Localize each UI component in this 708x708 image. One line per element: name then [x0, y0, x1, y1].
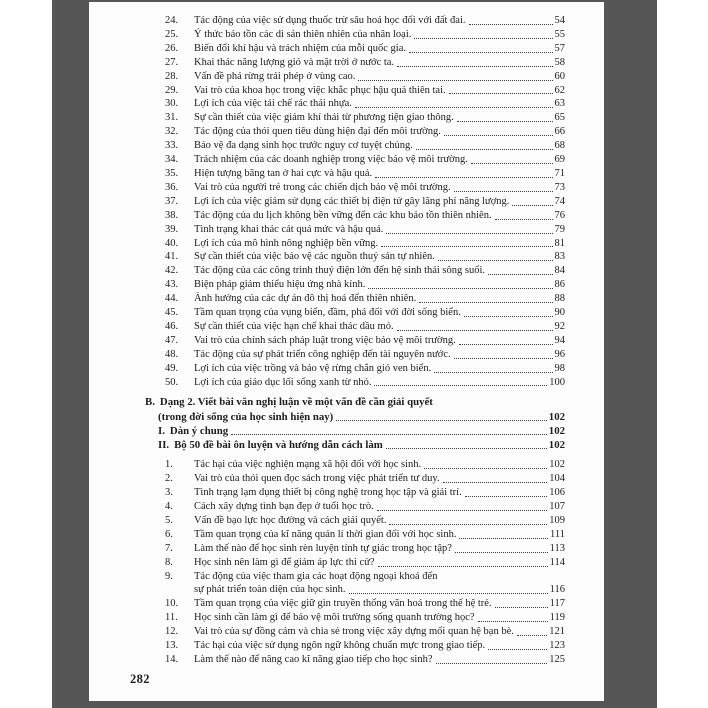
toc-entry [89, 153, 604, 167]
toc-entry-title: Vai trò của người trẻ trong các chiến dịch bảo vệ môi trường. [194, 181, 451, 193]
dot-leader [434, 372, 552, 373]
toc-entry-page: 111 [550, 528, 565, 540]
toc-entry-page: 69 [554, 154, 565, 166]
dot-leader [495, 607, 548, 608]
toc-entry-number: 31. [165, 112, 179, 124]
toc-entry-page: 71 [554, 167, 565, 179]
dot-leader [436, 663, 548, 664]
dot-leader [336, 420, 547, 421]
toc-entry-title: Vai trò của khoa học trong việc khắc phục hậu quả thiên tai. [194, 84, 446, 96]
toc-entry-title: Ý thức bảo tồn các di sản thiên nhiên của nhân loại. [194, 28, 412, 40]
dot-leader [397, 330, 553, 331]
toc-entry-page: 92 [554, 320, 565, 332]
dot-leader [454, 191, 553, 192]
section-b-heading-line2 [89, 410, 604, 424]
section-b-heading [89, 395, 604, 409]
toc-entry [89, 458, 604, 472]
toc-entry-title: Vấn đề phá rừng trái phép ở vùng cao. [194, 70, 356, 82]
toc-entry-number: 48. [165, 348, 179, 360]
dot-leader [386, 448, 547, 449]
toc-entry-title: Học sinh cần làm gì để bảo vệ môi trường sống quanh trường học? [194, 612, 475, 624]
toc-entry-page: 57 [554, 42, 565, 54]
toc-entry [89, 306, 604, 320]
dot-leader [464, 316, 553, 317]
toc-entry-number: 34. [165, 154, 179, 166]
toc-entry-page: 62 [554, 84, 565, 96]
toc-list-part2 [89, 458, 604, 667]
toc-entry-page: 96 [554, 348, 565, 360]
toc-entry-number: 25. [165, 28, 179, 40]
toc-entry [89, 111, 604, 125]
toc-entry-title: Tác động của việc sử dụng thuốc trừ sâu hoá học đối với đất đai. [194, 15, 466, 26]
toc-entry-page: 90 [554, 307, 565, 319]
dot-leader [419, 302, 552, 303]
toc-entry-page: 66 [554, 126, 565, 138]
toc-entry-number: 8. [165, 556, 173, 568]
toc-entry [89, 292, 604, 306]
toc-entry-number: 43. [165, 279, 179, 291]
toc-entry [89, 376, 604, 390]
toc-entry-page: 73 [554, 181, 565, 193]
section-i-page: 102 [548, 424, 565, 437]
toc-entry [89, 542, 604, 556]
toc-entry-page: 107 [549, 501, 565, 512]
toc-entry-title: Tác hại của việc sử dụng ngôn ngữ không chuẩn mực trong giao tiếp. [194, 640, 486, 652]
toc-entry-number: 37. [165, 195, 179, 207]
toc-entry-page: 83 [554, 251, 565, 263]
dot-leader [397, 66, 552, 67]
toc-entry [89, 639, 604, 653]
section-i-label: I. [158, 424, 165, 437]
dot-leader [381, 246, 552, 247]
toc-entry-page: 63 [554, 98, 565, 110]
toc-entry-page: 68 [554, 140, 565, 152]
toc-entry [89, 500, 604, 514]
dot-leader [416, 149, 553, 150]
dot-leader [457, 121, 553, 122]
toc-entry-title: Tầm quan trọng của việc giữ gìn truyền thống văn hoá trong thế hệ trẻ. [194, 598, 492, 610]
toc-entry-page: 114 [549, 556, 565, 568]
section-b-title: Dạng 2. Viết bài văn nghị luận về một vấn đề cần giải quyết [159, 396, 433, 409]
toc-entry-number: 30. [165, 98, 179, 110]
toc-entry-title: Tác động của sự phát triển công nghiệp đến tài nguyên nước. [194, 348, 451, 360]
section-ii-heading [89, 438, 604, 452]
toc-entry-number: 28. [165, 70, 179, 82]
dot-leader [349, 593, 548, 594]
toc-entry-title: Lợi ích của việc giảm sử dụng các thiết bị điện tử gây lãng phí năng lượng. [194, 195, 510, 207]
table-of-contents [89, 2, 604, 667]
dot-leader [231, 434, 547, 435]
toc-entry-number: 9. [165, 570, 173, 582]
toc-entry-title: Lợi ích của giáo dục lối sống xanh từ nhỏ. [194, 376, 372, 388]
toc-entry-page: 98 [554, 362, 565, 374]
toc-entry-number: 12. [165, 626, 179, 638]
toc-list-part1 [89, 14, 604, 389]
toc-entry [89, 528, 604, 542]
dot-leader [374, 385, 547, 386]
dot-leader [495, 219, 553, 220]
toc-entry-number: 46. [165, 320, 179, 332]
dot-leader [478, 621, 548, 622]
toc-entry [89, 334, 604, 348]
dot-leader [377, 510, 547, 511]
toc-entry-title: Vai trò của thói quen đọc sách trong việc phát triển tư duy. [194, 473, 440, 485]
toc-entry-page: 58 [554, 56, 565, 68]
section-ii-label: II. [158, 439, 170, 452]
dot-leader [438, 260, 553, 261]
dot-leader [409, 52, 553, 53]
toc-entry-number: 33. [165, 140, 179, 152]
dot-leader [465, 496, 548, 497]
toc-entry-number: 14. [165, 653, 179, 665]
toc-entry-number: 11. [165, 612, 178, 624]
toc-entry-title: Lợi ích của mô hình nông nghiệp bền vững. [194, 237, 379, 249]
toc-entry-title: Khai thác năng lượng gió và mặt trời ở nước ta. [194, 56, 395, 68]
toc-entry-title: Làm thế nào để nâng cao kĩ năng giao tiếp cho học sinh? [194, 653, 433, 665]
toc-entry-number: 50. [165, 376, 179, 388]
toc-entry-page: 104 [549, 473, 565, 485]
section-b [89, 395, 604, 452]
dot-leader [454, 358, 553, 359]
toc-entry-title: Làm thế nào để học sinh rèn luyện tính tự giác trong học tập? [194, 542, 452, 554]
toc-entry [89, 14, 604, 28]
toc-entry-page: 102 [549, 459, 565, 471]
toc-entry-number: 2. [165, 473, 173, 485]
toc-entry [89, 556, 604, 570]
toc-entry-number: 13. [165, 640, 179, 652]
toc-entry-number: 44. [165, 293, 179, 305]
toc-entry-title: Sự cần thiết của việc bảo vệ các nguồn thuỷ sản tự nhiên. [194, 251, 435, 263]
section-i-title: Dàn ý chung [169, 424, 229, 437]
toc-entry-title: Trách nhiệm của các doanh nghiệp trong việc bảo vệ môi trường. [194, 154, 468, 166]
toc-entry [89, 42, 604, 56]
toc-entry [89, 320, 604, 334]
toc-entry-number: 49. [165, 362, 179, 374]
toc-entry-title: Tác động của việc tham gia các hoạt động ngoại khoá đến [194, 570, 438, 582]
toc-entry [89, 209, 604, 223]
toc-entry-page: 113 [549, 542, 565, 554]
toc-entry [89, 348, 604, 362]
dot-leader [368, 288, 552, 289]
toc-entry-title: Vai trò của chính sách pháp luật trong việc bảo vệ môi trường. [194, 334, 456, 346]
toc-entry [89, 514, 604, 528]
dot-leader [459, 538, 548, 539]
toc-entry-number: 7. [165, 542, 173, 554]
toc-entry [89, 472, 604, 486]
toc-entry [89, 28, 604, 42]
toc-entry-page: 125 [549, 653, 565, 665]
toc-entry-page: 119 [549, 612, 565, 624]
toc-entry-page: 79 [554, 223, 565, 235]
toc-entry [89, 237, 604, 251]
toc-entry [89, 362, 604, 376]
toc-entry [89, 70, 604, 84]
dot-leader [449, 93, 553, 94]
toc-entry-page: 94 [554, 334, 565, 346]
toc-entry-title: Vấn đề bạo lực học đường và cách giải quyết. [194, 514, 387, 526]
dot-leader [488, 274, 552, 275]
toc-entry-number: 45. [165, 307, 179, 319]
toc-entry-number: 4. [165, 501, 173, 512]
toc-entry [89, 611, 604, 625]
toc-entry [89, 125, 604, 139]
toc-entry [89, 486, 604, 500]
toc-entry [89, 570, 604, 584]
dot-leader [455, 552, 548, 553]
toc-entry-number: 36. [165, 181, 179, 193]
dot-leader [459, 344, 553, 345]
toc-entry-number: 1. [165, 459, 173, 471]
toc-entry-title: Sự cần thiết của việc giảm khí thải từ phương tiện giao thông. [194, 112, 454, 124]
toc-entry [89, 223, 604, 237]
toc-entry-title: Tác động của du lịch không bền vững đến các khu bảo tồn thiên nhiên. [194, 209, 492, 221]
toc-entry-title: Tác động của các công trình thuỷ điện lớn đến hệ sinh thái sông suối. [194, 265, 486, 277]
toc-entry-title: Bảo vệ đa dạng sinh học trước nguy cơ tuyệt chủng. [194, 140, 413, 152]
toc-entry-page: 76 [554, 209, 565, 221]
toc-entry [89, 597, 604, 611]
toc-entry-title: Tầm quan trọng của vụng biển, đầm, phá đối với đời sống biển. [194, 307, 461, 319]
dot-leader [424, 468, 547, 469]
page-number: 282 [130, 672, 150, 686]
toc-entry-title: Hiện tượng băng tan ở hai cực và hậu quả. [194, 167, 373, 179]
toc-entry-number: 35. [165, 167, 179, 179]
toc-entry-number: 10. [165, 598, 179, 610]
toc-entry-title: Tình trạng khai thác cát quá mức và hậu quả. [194, 223, 384, 235]
toc-entry-page: 86 [554, 279, 565, 291]
toc-entry-page: 123 [549, 640, 565, 652]
dot-leader [355, 107, 553, 108]
toc-entry-page: 60 [554, 70, 565, 82]
toc-entry-page: 106 [549, 487, 565, 499]
dot-leader [386, 233, 552, 234]
section-ii-page: 102 [548, 439, 565, 452]
toc-entry-page: 117 [549, 598, 565, 610]
toc-entry-number: 26. [165, 42, 179, 54]
toc-entry-title: Biến đổi khí hậu và trách nhiệm của mỗi quốc gia. [194, 42, 406, 54]
toc-entry [89, 181, 604, 195]
toc-entry-title: Tác động của thói quen tiêu dùng hiện đại đến môi trường. [194, 126, 441, 138]
dot-leader [512, 205, 552, 206]
toc-entry [89, 97, 604, 111]
photo-dark-backdrop [52, 0, 657, 708]
toc-entry-number: 27. [165, 56, 179, 68]
toc-entry-number: 40. [165, 237, 179, 249]
toc-entry [89, 139, 604, 153]
toc-entry-title: Vai trò của sự đồng cảm và chia sẻ trong việc xây dựng mối quan hệ bạn bè. [194, 626, 514, 638]
toc-entry-number: 32. [165, 126, 179, 138]
toc-entry-number: 3. [165, 487, 173, 499]
toc-entry-page: 88 [554, 293, 565, 305]
dot-leader [469, 24, 553, 25]
toc-entry-title: Tầm quan trọng của kĩ năng quản lí thời gian đối với học sinh. [194, 528, 457, 540]
dot-leader [443, 482, 548, 483]
toc-entry [89, 625, 604, 639]
toc-entry-number: 29. [165, 84, 179, 96]
dot-leader [414, 38, 552, 39]
toc-entry-page: 116 [549, 584, 565, 596]
toc-entry-page: 84 [554, 265, 565, 277]
toc-entry [89, 167, 604, 181]
toc-entry [89, 250, 604, 264]
toc-entry [89, 84, 604, 98]
dot-leader [378, 566, 548, 567]
section-ii-title: Bộ 50 đề bài ôn luyện và hướng dẫn cách làm [174, 439, 383, 452]
toc-entry [89, 195, 604, 209]
toc-entry-title: sự phát triển toàn diện của học sinh. [194, 584, 346, 596]
section-i-heading [89, 424, 604, 438]
toc-entry [89, 653, 604, 667]
toc-entry [89, 264, 604, 278]
dot-leader [375, 177, 552, 178]
dot-leader [389, 524, 547, 525]
toc-entry-continuation [89, 583, 604, 597]
toc-entry-page: 121 [549, 626, 565, 638]
toc-entry-number: 38. [165, 209, 179, 221]
toc-entry-page: 81 [554, 237, 565, 249]
toc-entry-number: 47. [165, 334, 179, 346]
toc-entry-number: 42. [165, 265, 179, 277]
toc-entry-title: Lợi ích của việc tái chế rác thải nhựa. [194, 98, 352, 110]
toc-entry-title: Tình trạng lạm dụng thiết bị công nghệ trong học tập và giải trí. [194, 487, 462, 499]
toc-entry [89, 278, 604, 292]
toc-entry-page: 54 [554, 15, 565, 26]
toc-entry-title: Biện pháp giảm thiểu hiệu ứng nhà kính. [194, 279, 366, 291]
toc-entry-page: 74 [554, 195, 565, 207]
dot-leader [517, 635, 547, 636]
toc-entry-page: 65 [554, 112, 565, 124]
section-b-subtitle: (trong đời sống của học sinh hiện nay) [158, 410, 334, 423]
book-page [89, 2, 604, 701]
toc-entry-title: Ảnh hưởng của các dự án đô thị hoá đến thiên nhiên. [194, 293, 417, 305]
toc-entry-number: 39. [165, 223, 179, 235]
section-b-page: 102 [548, 410, 565, 423]
toc-entry-title: Tác hại của việc nghiện mạng xã hội đối với học sinh. [194, 459, 422, 471]
dot-leader [444, 135, 553, 136]
toc-entry-number: 41. [165, 251, 179, 263]
dot-leader [488, 649, 547, 650]
toc-entry-title: Sự cần thiết của việc hạn chế khai thác dầu mỏ. [194, 320, 394, 332]
dot-leader [471, 163, 553, 164]
toc-entry-number: 5. [165, 514, 173, 526]
toc-entry-number: 24. [165, 15, 179, 26]
toc-entry-number: 6. [165, 528, 173, 540]
toc-entry-title: Học sinh nên làm gì để giảm áp lực thi cử? [194, 556, 375, 568]
toc-entry-page: 109 [549, 514, 565, 526]
section-b-label: B. [145, 396, 155, 409]
toc-entry-title: Cách xây dựng tình bạn đẹp ở tuổi học trò. [194, 501, 374, 512]
toc-entry-page: 55 [554, 28, 565, 40]
toc-entry-page: 100 [549, 376, 565, 388]
toc-entry [89, 56, 604, 70]
toc-entry-title: Lợi ích của việc trồng và bảo vệ rừng chắn gió ven biển. [194, 362, 432, 374]
dot-leader [358, 80, 552, 81]
